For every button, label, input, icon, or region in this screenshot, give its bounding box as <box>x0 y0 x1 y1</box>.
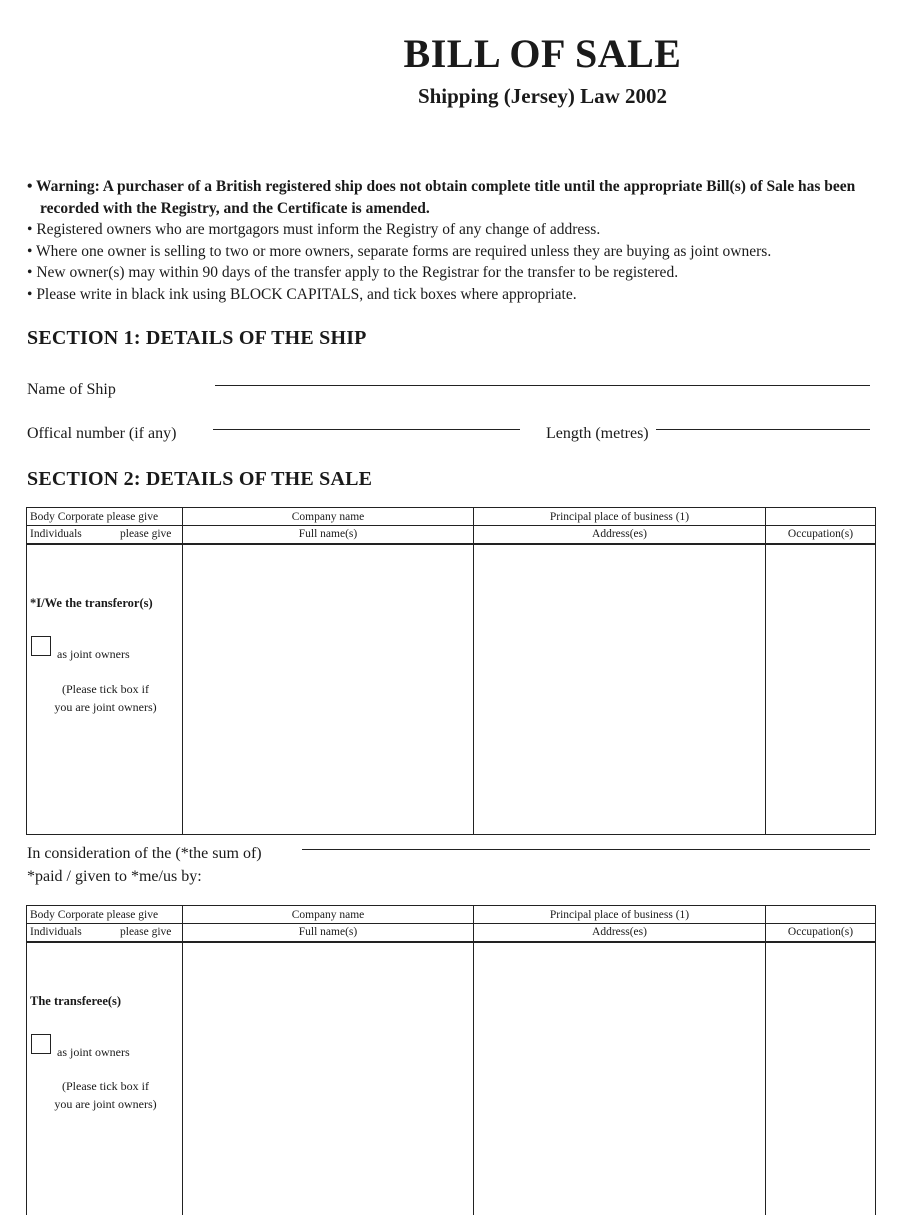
column-divider <box>473 508 474 834</box>
consideration-field[interactable] <box>302 849 870 850</box>
header-please-give: please give <box>120 926 172 938</box>
instruction-note: • New owner(s) may within 90 days of the transfer apply to the Registrar for the transfer to be registered. <box>27 262 877 284</box>
header-please-give: please give <box>120 528 172 540</box>
consideration-label: In consideration of the (*the sum of) <box>27 845 262 862</box>
instructions-list <box>27 176 877 305</box>
official-number-field[interactable] <box>213 429 520 430</box>
header-body-corporate: Body Corporate please give <box>30 511 159 523</box>
header-company-name: Company name <box>291 511 365 523</box>
length-field[interactable] <box>656 429 870 430</box>
joint-owners-label: as joint owners <box>57 647 130 661</box>
warning-note: • Warning: A purchaser of a British registered ship does not obtain complete title until the appropriate Bill(s) of Sale has been recorded with the Registry, and the Certificate is amended. <box>27 176 877 219</box>
transferee-table <box>26 905 876 1215</box>
official-number-label: Offical number (if any) <box>27 425 177 442</box>
header-body-corporate: Body Corporate please give <box>30 909 159 921</box>
transferee-label: The transferee(s) <box>30 994 122 1008</box>
header-full-names: Full name(s) <box>298 926 358 938</box>
header-divider <box>27 941 875 943</box>
paid-label: *paid / given to *me/us by: <box>27 868 202 885</box>
length-label: Length (metres) <box>546 425 649 442</box>
header-principal-place: Principal place of business (1) <box>549 511 690 523</box>
tick-hint <box>33 1077 178 1113</box>
tick-hint-line: you are joint owners) <box>54 700 157 714</box>
document-subtitle: Shipping (Jersey) Law 2002 <box>417 84 668 108</box>
header-principal-place: Principal place of business (1) <box>549 909 690 921</box>
header-individuals: Individuals <box>30 528 82 540</box>
header-divider <box>27 543 875 545</box>
joint-owners-label: as joint owners <box>57 1045 130 1059</box>
header-occupations: Occupation(s) <box>787 926 854 938</box>
column-divider <box>182 906 183 1215</box>
column-divider <box>473 906 474 1215</box>
column-divider <box>765 906 766 1215</box>
joint-owners-checkbox[interactable] <box>31 636 51 656</box>
header-full-names: Full name(s) <box>298 528 358 540</box>
tick-hint-line: (Please tick box if <box>62 682 149 696</box>
transferor-label: *I/We the transferor(s) <box>30 596 153 610</box>
name-of-ship-label: Name of Ship <box>27 381 116 398</box>
header-company-name: Company name <box>291 909 365 921</box>
document-title: BILL OF SALE <box>403 31 682 76</box>
header-occupations: Occupation(s) <box>787 528 854 540</box>
tick-hint-line: you are joint owners) <box>54 1097 157 1111</box>
instruction-note: • Please write in black ink using BLOCK CAPITALS, and tick boxes where appropriate. <box>27 284 877 306</box>
instruction-note: • Where one owner is selling to two or more owners, separate forms are required unless they are buying as joint owners. <box>27 241 877 263</box>
section1-heading: SECTION 1: DETAILS OF THE SHIP <box>27 327 367 349</box>
header-addresses: Address(es) <box>592 528 647 540</box>
section2-heading: SECTION 2: DETAILS OF THE SALE <box>27 468 373 490</box>
tick-hint-line: (Please tick box if <box>62 1079 149 1093</box>
joint-owners-checkbox[interactable] <box>31 1034 51 1054</box>
header-addresses: Address(es) <box>592 926 647 938</box>
tick-hint <box>33 680 178 716</box>
transferor-table <box>26 507 876 835</box>
name-of-ship-field[interactable] <box>215 385 870 386</box>
column-divider <box>765 508 766 834</box>
column-divider <box>182 508 183 834</box>
instruction-note: • Registered owners who are mortgagors must inform the Registry of any change of address. <box>27 219 877 241</box>
header-individuals: Individuals <box>30 926 82 938</box>
